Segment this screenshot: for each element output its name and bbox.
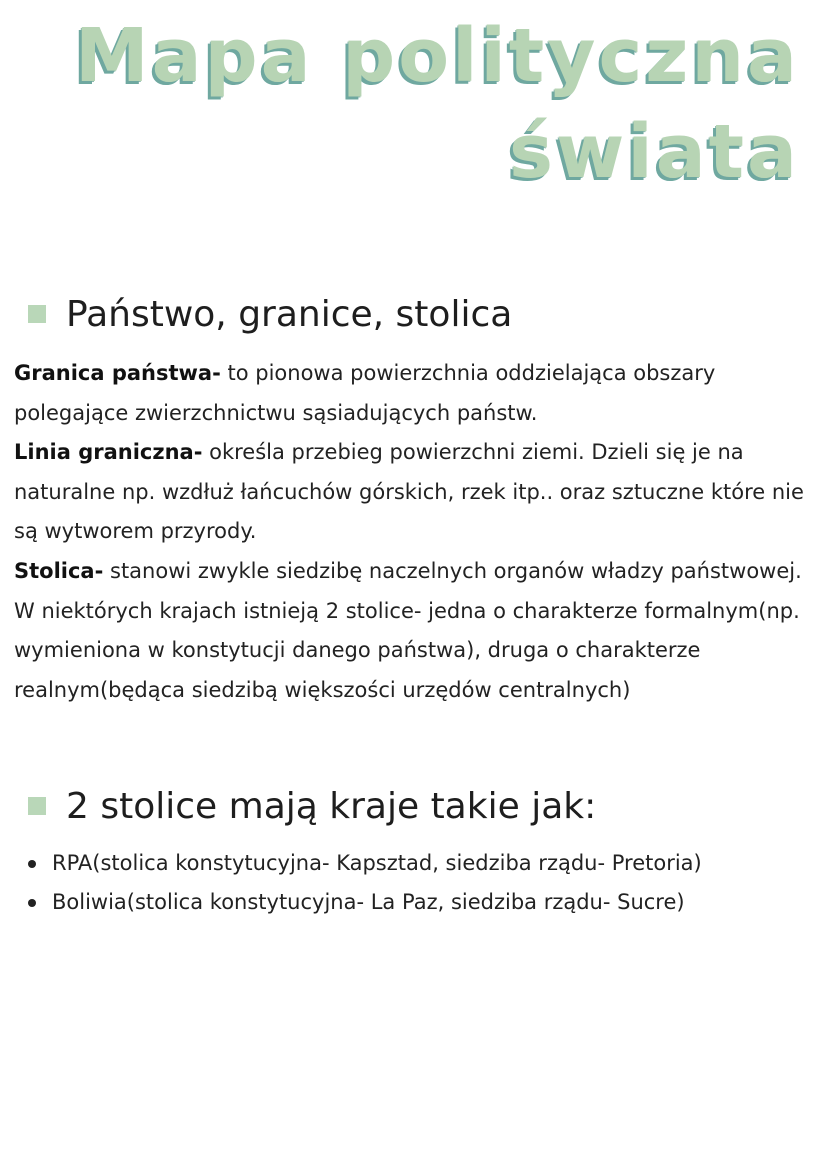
- definition-term: Granica państwa-: [14, 361, 221, 385]
- square-bullet-icon: [28, 797, 46, 815]
- page-title: [75, 8, 800, 200]
- section-heading-label: 2 stolice mają kraje takie jak:: [66, 785, 597, 827]
- definition-text: określa przebieg powierzchni ziemi. Dzieli się je na naturalne np. wzdłuż łańcuchów górskich, rzek itp.. oraz sztuczne które nie są wytworem przyrody.: [14, 440, 804, 544]
- list-item: [28, 883, 702, 922]
- definition-term: Stolica-: [14, 558, 104, 583]
- definition-term: Linia graniczna-: [14, 440, 203, 465]
- definitions-text: [14, 354, 820, 710]
- definition-paragraph: [14, 433, 820, 552]
- section-heading-label: Państwo, granice, stolica: [66, 293, 513, 335]
- square-bullet-icon: [28, 305, 46, 323]
- page-title-line-2: świata: [508, 109, 800, 195]
- definition-text: to pionowa powierzchnia oddzielająca obszary polegające zwierzchnictwu sąsiadujących państw.: [14, 361, 716, 425]
- section-heading-state: [28, 292, 512, 336]
- definition-text: stanowi zwykle siedzibę naczelnych organów władzy państwowej. W niektórych krajach istnieją 2 stolice- jedna o charakterze formalnym(np. wymieniona w konstytucji danego państwa), druga o charakterze realnym(będąca siedzibą większości urzędów centralnych): [14, 558, 802, 702]
- list-item-text: RPA(stolica konstytucyjna- Kapsztad, siedziba rządu- Pretoria): [52, 851, 702, 875]
- bullet-dot-icon: [28, 899, 36, 907]
- list-item-text: Boliwia(stolica konstytucyjna- La Paz, siedziba rządu- Sucre): [52, 890, 685, 914]
- section-heading-two-capitals: [28, 784, 596, 828]
- definition-paragraph: [14, 552, 820, 710]
- bullet-dot-icon: [28, 860, 36, 868]
- page-title-line-1: Mapa polityczna: [75, 13, 800, 99]
- definition-paragraph: [14, 354, 820, 433]
- list-item: [28, 844, 702, 883]
- countries-list: [28, 844, 702, 922]
